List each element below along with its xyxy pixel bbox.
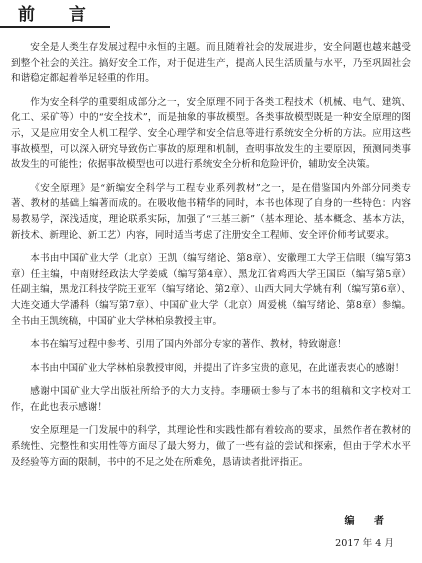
paragraph-7: 感谢中国矿业大学出版社所给予的大力支持。李珊硕士参与了本书的组稿和文字校对工作，在此也表示感谢！ [11, 386, 411, 413]
paragraph-1: 安全是人类生存发展过程中永恒的主题。而且随着社会的发展进步，安全问题也越来越受到整个社会的关注。搞好安全工作，对于促进生产，提高人民生活质量与水平，乃至巩固社会和谐稳定都起着举足轻重的作用。 [11, 42, 411, 85]
preface-body [11, 40, 411, 478]
paragraph-5: 本书在编写过程中参考、引用了国内外部分专家的著作、教材，特致谢意！ [30, 339, 347, 351]
paragraph-8: 安全原理是一门发展中的科学，其理论性和实践性都有着较高的要求，虽然作者在教材的系统性、完整性和实用性等方面尽了最大努力，做了一些有益的尝试和探索，但由于学术水平及经验等方面的限制，书中的不足之处在所难免，恳请读者批评指正。 [11, 425, 411, 468]
paragraph-3: 《安全原理》是“新编安全科学与工程专业系列教材”之一，是在借鉴国内外部分同类专著、教材的基础上编著而成的。在吸收他书精华的同时，本书也体现了自身的一些特色：内容易教易学，深浅适度，理论联系实际，加强了“三基三新”（基本理论、基本概念、基本方法，新技术、新理论、新工艺）内容，同时适当考虑了注册安全工程师、安全评价师考试要求。 [11, 182, 411, 241]
paragraph-4: 本书由中国矿业大学（北京）王凯（编写绪论、第8章）、安徽理工大学王信眼（编写第3章）任主编，中南财经政法大学姜威（编写第4章）、黑龙江省鸡西大学王国臣（编写第5章）任副主编，黑龙江科技学院王亚军（编写绪论、第2章）、山西大同大学姚有利（编写第6章）、大连交通大学潘科（编写第7章）、中国矿业大学（北京）周爱桃（编写绪论、第8章）参编。全书由王凯统稿，中国矿业大学林柏泉教授主审。 [11, 253, 411, 327]
date-line: 2017 年 4 月 [335, 538, 394, 549]
paragraph-6: 本书由中国矿业大学林柏泉教授审阅，并提出了许多宝贵的意见，在此谨表衷心的感谢！ [30, 362, 405, 374]
paragraph-2: 作为安全科学的重要组成部分之一，安全原理不同于各类工程技术（机械、电气、建筑、化工、采矿等）中的“安全技术”，而是抽象的事故模型。各类事故模型既是一种安全原理的图示，又是应用安全人机工程学、安全心理学和安全信息等进行系统安全分析的方法。应用这些事故模型，可以深入研究导致伤亡事故的原理和机制，查明事故发生的主要原因，预测同类事故发生的可能性；依据事故模型也可以进行系统安全分析和危险评价，辅助安全决策。 [11, 96, 411, 171]
author-signature: 编 者 [344, 516, 392, 527]
heading-banner [0, 0, 110, 28]
page-title: 前 言 [18, 5, 100, 25]
